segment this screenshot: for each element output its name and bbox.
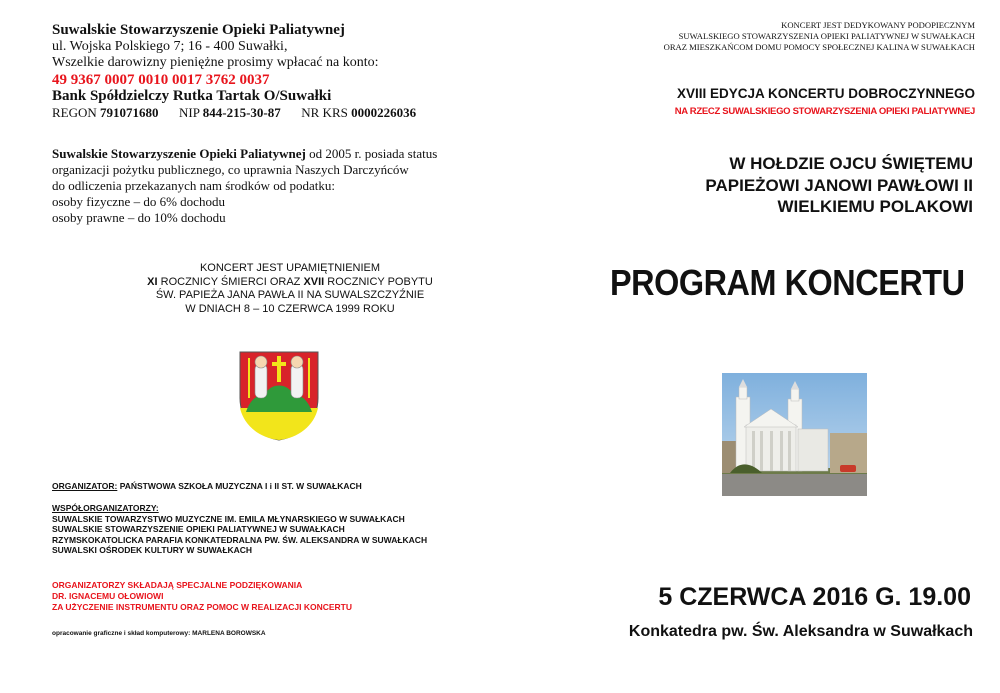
commemoration-xvii: XVII (303, 275, 325, 288)
donation-note: Wszelkie darowizny pieniężne prosimy wpłacać na konto: (52, 55, 379, 70)
dedication-line3: ORAZ MIESZKAŃCOM DOMU POMOCY SPOŁECZNEJ KALINA W SUWAŁKACH (663, 42, 975, 52)
status-natural-percent: – do 6% dochodu (130, 194, 225, 209)
tribute (560, 153, 973, 218)
org-address: ul. Wojska Polskiego 7; 16 - 400 Suwałki, (52, 38, 288, 54)
commemoration-line2b: ROCZNICY ŚMIERCI ORAZ (157, 275, 304, 288)
edition-title: XVIII EDYCJA KONCERTU DOBROCZYNNEGO (676, 86, 975, 101)
commemoration-xi: XI (147, 275, 158, 288)
dedication-line2: SUWALSKIEGO STOWARZYSZENIA OPIEKI PALIATYWNEJ W SUWAŁKACH (678, 31, 975, 41)
krs-value: 0000226036 (351, 104, 417, 120)
status-org-name: Suwalskie Stowarzyszenie Opieki Paliatywnej (52, 146, 306, 161)
program-title: PROGRAM KONCERTU (610, 262, 965, 303)
coorganizer-item: RZYMSKOKATOLICKA PARAFIA KONKATEDRALNA PW. ŚW. ALEKSANDRA W SUWAŁKACH (52, 534, 428, 545)
dedication (560, 20, 975, 53)
commemoration-line2d: ROCZNICY POBYTU (324, 275, 433, 288)
coorganizer-item: SUWALSKIE STOWARZYSZENIE OPIEKI PALIATYWNEJ W SUWAŁKACH (52, 524, 345, 534)
public-benefit-status (52, 146, 437, 226)
registry-numbers (52, 105, 416, 122)
org-name: Suwalskie Stowarzyszenie Opieki Paliatywnej (52, 22, 345, 38)
nip-value: 844-215-30-87 (202, 104, 281, 120)
coorganizers (52, 503, 427, 556)
krs-label: NR KRS (301, 104, 348, 120)
suwalki-coat-of-arms-icon (238, 350, 320, 442)
commemoration-line3: ŚW. PAPIEŻA JANA PAWŁA II NA SUWALSZCZYŹNIE (155, 289, 425, 301)
status-line3: do odliczenia przekazanych nam środków od podatku: (52, 178, 336, 193)
thanks-line1: ORGANIZATORZY SKŁADAJĄ SPECJALNE PODZIĘKOWANIA (52, 580, 303, 590)
org-header (52, 22, 416, 121)
coorganizer-item: SUWALSKI OŚRODEK KULTURY W SUWAŁKACH (52, 545, 253, 555)
bank-account-number: 49 9367 0007 0010 0017 3762 0037 (52, 71, 270, 88)
regon-value: 791071680 (100, 104, 159, 120)
status-line2: organizacji pożytku publicznego, co uprawnia Naszych Darczyńców (52, 162, 409, 177)
tribute-line3: WIELKIEMU POLAKOWI (777, 197, 973, 216)
tribute-line2: PAPIEŻOWI JANOWI PAWŁOWI II (705, 175, 973, 195)
organizer-line (52, 481, 362, 491)
commemoration-line4: W DNIACH 8 – 10 CZERWCA 1999 ROKU (185, 302, 395, 315)
thanks-line3: ZA UŻYCZENIE INSTRUMENTU ORAZ POMOC W REALIZACJI KONCERTU (52, 602, 353, 612)
coorganizer-item: SUWALSKIE TOWARZYSTWO MUZYCZNE IM. EMILA MŁYNARSKIEGO W SUWAŁKACH (52, 513, 405, 524)
status-legal-percent: – do 10% dochodu (124, 210, 226, 225)
status-line1-rest: od 2005 r. posiada status (305, 146, 438, 161)
nip-label: NIP (179, 104, 200, 120)
edition-subtitle: NA RZECZ SUWALSKIEGO STOWARZYSZENIA OPIEKI PALIATYWNEJ (674, 106, 975, 117)
commemoration-line1: KONCERT JEST UPAMIĘTNIENIEM (199, 262, 381, 274)
concert-date: 5 CZERWCA 2016 G. 19.00 (658, 583, 971, 611)
bank-name: Bank Spółdzielczy Rutka Tartak O/Suwałki (52, 88, 332, 104)
concert-venue: Konkatedra pw. Św. Aleksandra w Suwałkach (628, 623, 973, 640)
church-photo-icon (722, 373, 867, 496)
regon-label: REGON (52, 104, 97, 120)
dedication-line1: KONCERT JEST DEDYKOWANY PODOPIECZNYM (781, 20, 975, 30)
thanks-note (52, 580, 352, 613)
coorganizers-label: WSPÓŁORGANIZATORZY: (52, 503, 159, 513)
organizer-name: PAŃSTWOWA SZKOŁA MUZYCZNA I i II ST. W SUWAŁKACH (117, 481, 362, 491)
status-natural-persons: osoby fizyczne (52, 194, 131, 209)
thanks-line2: DR. IGNACEMU OŁOWIOWI (52, 591, 164, 601)
status-legal-persons: osoby prawne (52, 210, 125, 225)
credits: opracowanie graficzne i skład komputerowy: MARLENA BOROWSKA (52, 630, 266, 637)
commemoration-note (100, 262, 480, 316)
tribute-line1: W HOŁDZIE OJCU ŚWIĘTEMU (729, 154, 973, 173)
organizer-label: ORGANIZATOR: (52, 481, 118, 491)
